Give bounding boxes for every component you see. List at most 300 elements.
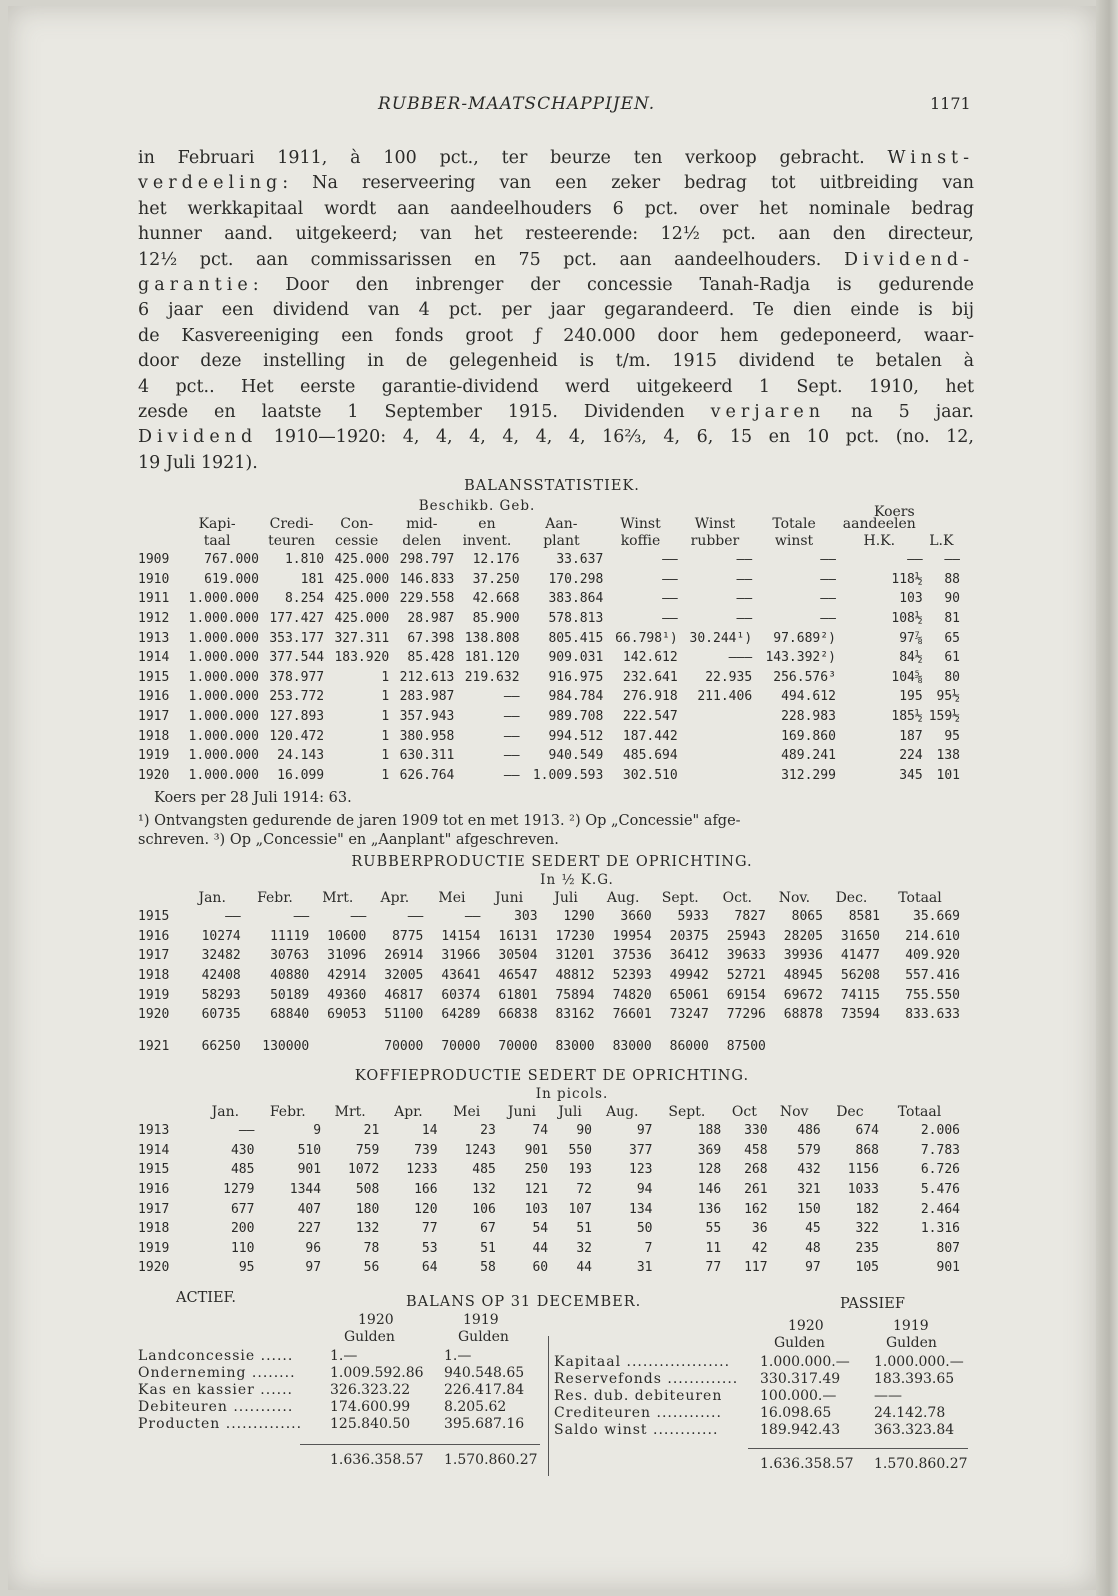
table-cell: 42 — [751, 1240, 768, 1256]
table-cell: 69154 — [726, 987, 766, 1003]
intro-fragment: : Door den inbrenger der concessie Tanah-Radja is gedurende — [252, 274, 974, 295]
column-header: Apr. — [380, 890, 410, 906]
footnote-2: schreven. ³) Op „Concessie" en „Aanplant" afgeschreven. — [138, 832, 559, 848]
table-cell: 21 — [363, 1123, 380, 1139]
intro-line — [138, 146, 974, 171]
right-total-1919: 1.570.860.27 — [874, 1456, 968, 1472]
table-cell: 1033 — [847, 1182, 879, 1198]
table-row — [138, 985, 960, 1005]
table-cell: 486 — [797, 1123, 821, 1139]
table-cell: 36 — [751, 1221, 768, 1237]
table-cell: 14154 — [441, 928, 481, 944]
table-cell: 90 — [944, 591, 960, 607]
row-year: 1916 — [138, 1182, 170, 1198]
table-cell: —— — [662, 571, 678, 587]
table-cell: 42408 — [201, 968, 241, 984]
intro-fragment: Dividend- — [843, 249, 974, 270]
table-row — [138, 1160, 960, 1180]
table-row — [138, 1239, 960, 1259]
table-cell: 8775 — [392, 928, 424, 944]
intro-line — [138, 248, 974, 273]
intro-fragment: : Na reserveering van een zeker bedrag tot uitbreiding van — [282, 173, 974, 194]
table-cell: 106 — [472, 1201, 496, 1217]
table-cell: 97 — [305, 1260, 322, 1276]
koffie-unit: In picols. — [535, 1086, 609, 1102]
table-cell: 2.006 — [920, 1123, 960, 1139]
row-year: 1910 — [138, 571, 170, 587]
table-cell: 66250 — [201, 1038, 241, 1054]
left-col-1920: 1920 — [358, 1312, 394, 1328]
table-cell: —— — [238, 1123, 255, 1139]
table-cell: 77296 — [726, 1007, 766, 1023]
rubber-unit: In ½ K.G. — [540, 872, 614, 888]
table-cell: 120 — [414, 1201, 438, 1217]
table-cell: 146 — [697, 1182, 722, 1198]
table-row — [138, 687, 960, 707]
row-year: 1921 — [138, 1038, 170, 1054]
table-cell: 1.000.000 — [188, 591, 259, 607]
column-header: Winst rubber — [690, 516, 740, 549]
table-cell: 19954 — [612, 928, 652, 944]
balance-value: 1.000.000.— — [874, 1354, 964, 1370]
table-cell: 132 — [472, 1182, 496, 1198]
table-cell: 95 — [944, 728, 960, 744]
balance-value: 326.323.22 — [330, 1382, 411, 1398]
table-cell: 110 — [230, 1240, 255, 1256]
table-cell: 20375 — [669, 928, 709, 944]
table-cell: 1.000.000 — [188, 728, 259, 744]
table-cell: 268 — [744, 1162, 768, 1178]
column-header: Totaal — [898, 890, 942, 906]
column-header: Kapi- taal — [198, 516, 236, 549]
row-year: 1915 — [138, 669, 170, 685]
table-cell: 31650 — [840, 928, 881, 944]
table-cell: 170.298 — [548, 571, 604, 587]
table-cell: 127.893 — [269, 709, 325, 725]
balance-value: 183.393.65 — [874, 1371, 955, 1387]
table-cell: 67 — [480, 1221, 496, 1237]
table-cell: 1.000.000 — [188, 611, 259, 627]
table-cell: 984.784 — [548, 689, 604, 705]
balance-label: Res. dub. debiteuren — [554, 1388, 723, 1404]
table-cell: 52721 — [726, 968, 766, 984]
row-year: 1909 — [138, 552, 170, 568]
intro-line — [138, 171, 974, 196]
table-cell: 425.000 — [334, 552, 390, 568]
table-cell: 425.000 — [334, 611, 390, 627]
table-cell: 7 — [644, 1240, 653, 1256]
intro-fragment: 6 jaar een dividend van 4 pct. per jaar gegarandeerd. Te dien einde is bij — [138, 300, 974, 321]
intro-fragment: zesde en laatste 1 September 1915. Dividenden — [138, 401, 711, 422]
right-total-rule — [748, 1448, 968, 1449]
table-cell: 432 — [797, 1162, 821, 1178]
table-cell: 508 — [355, 1182, 380, 1198]
table-cell: 425.000 — [334, 571, 390, 587]
table-cell: 48945 — [783, 968, 823, 984]
table-cell: 677 — [230, 1201, 255, 1217]
table-cell: 48812 — [555, 968, 595, 984]
table-cell: 1 — [381, 767, 390, 783]
table-row — [138, 1121, 960, 1141]
passief-label: PASSIEF — [840, 1296, 905, 1312]
table-cell: —— — [662, 552, 678, 568]
table-row — [138, 1005, 960, 1025]
intro-line — [138, 222, 974, 247]
column-header: L.K — [929, 533, 954, 549]
balance-label: Landconcessie ...... — [138, 1348, 294, 1364]
intro-paragraph — [138, 146, 974, 476]
table-cell: 378.977 — [269, 669, 325, 685]
table-cell: 9 — [313, 1123, 322, 1139]
table-cell: 377.544 — [269, 650, 325, 666]
balance-value: 125.840.50 — [330, 1416, 411, 1432]
balance-label: Kapitaal ................... — [554, 1354, 731, 1370]
table-cell: 3660 — [620, 909, 652, 925]
row-year: 1914 — [138, 1142, 170, 1158]
intro-line — [138, 375, 974, 400]
table-cell: 31201 — [555, 948, 595, 964]
page-edge — [1096, 0, 1118, 1596]
column-header: mid- delen — [402, 516, 442, 549]
table-cell: 322 — [855, 1221, 879, 1237]
table-cell: 193 — [568, 1162, 592, 1178]
table-cell: 182 — [855, 1201, 879, 1217]
table-cell: 56 — [363, 1260, 380, 1276]
table-cell: 97 — [805, 1260, 821, 1276]
table-cell: 49942 — [669, 968, 709, 984]
table-cell: 940.549 — [548, 748, 604, 764]
intro-line — [138, 425, 974, 450]
intro-fragment: in Februari 1911, à 100 pct., ter beurze ten verkoop gebracht. — [138, 148, 888, 168]
table-cell: 1.000.000 — [188, 709, 259, 725]
row-year: 1920 — [138, 1007, 170, 1023]
table-cell — [823, 1037, 880, 1057]
rubber-table — [138, 890, 960, 1056]
table-cell: 84½ — [899, 650, 923, 666]
table-cell: 1 — [381, 748, 390, 764]
table-cell: 1.009.593 — [532, 767, 604, 783]
table-cell: 52393 — [612, 968, 652, 984]
table-cell: 510 — [297, 1142, 322, 1158]
table-row — [138, 1258, 960, 1278]
table-cell: 5933 — [677, 909, 709, 925]
table-cell: 60374 — [441, 987, 481, 1003]
table-cell: 58 — [480, 1260, 496, 1276]
table-cell: 916.975 — [548, 669, 604, 685]
table-cell: 73594 — [840, 1007, 881, 1023]
table-cell: 80 — [944, 669, 960, 685]
table-cell: 1.000.000 — [188, 748, 259, 764]
column-header: Dec. — [835, 890, 868, 906]
table-cell: 50 — [636, 1221, 653, 1237]
table-cell: 67.398 — [407, 630, 455, 646]
table-cell: 1.000.000 — [188, 669, 259, 685]
table-header-row — [138, 516, 960, 550]
table-cell — [678, 726, 752, 746]
table-cell: 430 — [230, 1142, 255, 1158]
table-cell: —— — [464, 909, 481, 925]
table-cell: 989.708 — [548, 709, 604, 725]
column-header: Credi- teuren — [268, 516, 315, 549]
intro-fragment: 12½ pct. aan commissarissen en 75 pct. aan aandeelhouders. — [138, 249, 844, 270]
column-header: Jan. — [211, 1104, 240, 1120]
column-header — [138, 890, 184, 907]
table-cell: 143.392²) — [765, 650, 836, 666]
table-cell: 138 — [936, 748, 960, 764]
row-year: 1911 — [138, 591, 170, 607]
table-cell: —— — [503, 689, 520, 705]
row-year: 1918 — [138, 1221, 170, 1237]
table-cell: 805.415 — [548, 630, 604, 646]
table-cell: 51 — [480, 1240, 496, 1256]
table-cell: 619.000 — [204, 571, 259, 587]
table-row — [138, 946, 960, 966]
table-row — [138, 628, 960, 648]
row-year: 1913 — [138, 1123, 170, 1139]
table-cell: 630.311 — [399, 748, 455, 764]
table-cell: 136 — [697, 1201, 722, 1217]
table-cell: 121 — [524, 1182, 549, 1198]
table-cell: 222.547 — [622, 709, 678, 725]
table-cell: 103 — [524, 1201, 549, 1217]
table-cell: 83000 — [555, 1038, 595, 1054]
table-cell: 77 — [421, 1221, 438, 1237]
table-cell: 49360 — [327, 987, 367, 1003]
table-cell: 232.641 — [622, 669, 678, 685]
table-cell: 261 — [744, 1182, 768, 1198]
row-year: 1920 — [138, 767, 170, 783]
table-cell: 578.813 — [548, 611, 604, 627]
left-unit-1919: Gulden — [458, 1329, 509, 1345]
table-cell: 345 — [899, 767, 923, 783]
balance-value: 189.942.43 — [760, 1422, 841, 1438]
table-cell: 66838 — [498, 1007, 538, 1023]
table-cell: —— — [820, 552, 836, 568]
table-header-row — [138, 1104, 960, 1121]
table-row — [138, 1180, 960, 1200]
page-header-title: RUBBER-MAATSCHAPPIJEN. — [378, 94, 656, 114]
table-cell: 46547 — [498, 968, 538, 984]
intro-line — [138, 349, 974, 374]
table-cell: 53 — [421, 1240, 438, 1256]
table-cell: 142.612 — [622, 650, 678, 666]
table-cell: 909.031 — [548, 650, 604, 666]
table-cell: 195 — [899, 689, 923, 705]
balance-divider — [548, 1336, 549, 1476]
balance-value: 1.— — [330, 1348, 358, 1364]
balance-label: Onderneming ........ — [138, 1365, 296, 1381]
table-cell: 78 — [363, 1240, 380, 1256]
table-cell: 32 — [576, 1240, 592, 1256]
table-row — [138, 609, 960, 629]
table-cell: 1290 — [563, 909, 595, 925]
balance-label: Producten .............. — [138, 1416, 303, 1432]
table-cell: 70000 — [384, 1038, 424, 1054]
intro-fragment: 1910—1920: 4, 4, 4, 4, 4, 4, 16⅔, 4, 6, 15 en 10 pct. (no. 12, — [257, 427, 974, 448]
koers-heading: Koers — [874, 504, 915, 520]
column-header: Oct — [731, 1104, 757, 1120]
column-header: Juli — [554, 890, 578, 906]
table-cell: 25943 — [726, 928, 766, 944]
table-cell: 759 — [355, 1142, 380, 1158]
table-cell: 94 — [636, 1182, 653, 1198]
table-cell: 95 — [238, 1260, 255, 1276]
table-cell: 229.558 — [399, 591, 455, 607]
table-cell: 17230 — [555, 928, 595, 944]
table-cell: 807 — [936, 1240, 960, 1256]
column-header: Juni — [507, 1104, 536, 1120]
right-unit-1919: Gulden — [886, 1335, 937, 1351]
table-cell: 357.943 — [399, 709, 455, 725]
column-header: Sept. — [668, 1104, 706, 1120]
column-header: Aug. — [605, 1104, 639, 1120]
table-cell: 75894 — [555, 987, 595, 1003]
table-cell: 1 — [381, 689, 390, 705]
table-cell: 321 — [797, 1182, 821, 1198]
column-header: Con- cessie — [335, 516, 379, 549]
table-cell: 69053 — [327, 1007, 367, 1023]
table-cell: 177.427 — [269, 611, 325, 627]
table-cell: 901 — [936, 1260, 960, 1276]
table-cell: 64289 — [441, 1007, 481, 1023]
table-cell: 8581 — [848, 909, 881, 925]
table-cell: 187.442 — [622, 728, 678, 744]
column-header: Totaal — [897, 1104, 942, 1120]
table-cell: 68878 — [783, 1007, 823, 1023]
table-cell: 33.637 — [556, 552, 604, 568]
row-year: 1919 — [138, 1240, 170, 1256]
table-row — [138, 707, 960, 727]
table-cell: 97 — [636, 1123, 653, 1139]
column-header: Dec — [836, 1104, 864, 1120]
table-cell: 66.798¹) — [615, 630, 678, 646]
column-header: Juni — [494, 890, 524, 906]
row-year: 1912 — [138, 611, 170, 627]
table-cell: 85.900 — [472, 611, 520, 627]
balans-subheading: Beschikb. Geb. — [418, 498, 536, 514]
table-cell — [678, 746, 752, 766]
table-cell: 868 — [855, 1142, 879, 1158]
table-row — [138, 570, 960, 590]
table-cell: 61801 — [498, 987, 538, 1003]
table-cell: 330 — [744, 1123, 768, 1139]
left-total-1920: 1.636.358.57 — [330, 1452, 424, 1468]
table-cell: 146.833 — [399, 571, 455, 587]
table-cell: 95½ — [936, 689, 960, 705]
table-cell: —— — [503, 709, 520, 725]
table-cell: ——— — [728, 650, 753, 666]
table-cell: 11 — [705, 1240, 722, 1256]
column-header: Winst koffie — [620, 516, 661, 549]
table-cell: 489.241 — [781, 748, 836, 764]
table-cell: 1156 — [847, 1162, 879, 1178]
table-cell: 118½ — [891, 571, 923, 587]
table-cell: 212.613 — [399, 669, 455, 685]
table-cell: 138.808 — [464, 630, 520, 646]
table-cell: 87500 — [726, 1038, 766, 1054]
table-cell: —— — [907, 552, 923, 568]
table-cell: 97⅞ — [899, 630, 923, 646]
table-cell: 253.772 — [269, 689, 325, 705]
balance-value: 1.— — [444, 1348, 472, 1364]
intro-fragment: door deze instelling in de gelegenheid is t/m. 1915 dividend te betalen à — [138, 351, 974, 372]
table-cell: 74 — [532, 1123, 549, 1139]
table-cell: 1.810 — [284, 552, 325, 568]
balance-label: Debiteuren ........... — [138, 1399, 294, 1415]
table-cell: 22.935 — [705, 669, 753, 685]
running-header — [8, 94, 1096, 118]
table-row — [138, 589, 960, 609]
footnote-1: ¹) Ontvangsten gedurende de jaren 1909 tot en met 1913. ²) Op „Concessie" afge- — [138, 813, 741, 829]
table-cell: 73247 — [669, 1007, 709, 1023]
intro-fragment: verdeeling — [138, 173, 283, 194]
intro-line — [138, 197, 974, 222]
table-cell: 256.576³ — [773, 669, 836, 685]
table-cell: 303 — [514, 909, 538, 925]
table-cell: 74820 — [612, 987, 652, 1003]
table-cell: 312.299 — [781, 767, 836, 783]
table-cell: 1 — [381, 709, 390, 725]
table-cell — [766, 1037, 823, 1057]
row-year: 1917 — [138, 1201, 170, 1217]
table-cell: 16.099 — [277, 767, 325, 783]
table-cell: 458 — [744, 1142, 768, 1158]
table-cell: 250 — [524, 1162, 549, 1178]
table-cell: 353.177 — [269, 630, 325, 646]
intro-fragment: 19 Juli 1921). — [138, 452, 258, 473]
table-header-row — [138, 890, 960, 907]
page-number: 1171 — [930, 94, 971, 113]
table-cell: 767.000 — [204, 552, 259, 568]
table-cell: 104⅝ — [891, 669, 923, 685]
table-cell: 36412 — [669, 948, 709, 964]
table-cell: 1243 — [464, 1142, 496, 1158]
table-cell: 31096 — [327, 948, 367, 964]
balance-value: 1.000.000.— — [760, 1354, 850, 1370]
table-cell: —— — [736, 552, 753, 568]
row-year: 1918 — [138, 968, 170, 984]
right-unit-1920: Gulden — [774, 1335, 825, 1351]
table-cell: 10600 — [327, 928, 367, 944]
row-year: 1920 — [138, 1260, 170, 1276]
table-cell: 1.000.000 — [188, 630, 259, 646]
table-cell: 485.694 — [622, 748, 678, 764]
balance-value: 24.142.78 — [874, 1405, 946, 1421]
intro-fragment: Winst- — [887, 148, 974, 168]
row-year: 1918 — [138, 728, 170, 744]
table-cell: 2.464 — [920, 1201, 960, 1217]
table-cell: 32482 — [201, 948, 241, 964]
table-cell: 88 — [944, 571, 960, 587]
table-cell: 69672 — [783, 987, 823, 1003]
table-cell: 85.428 — [407, 650, 455, 666]
table-cell: 235 — [855, 1240, 879, 1256]
table-cell: 30504 — [498, 948, 538, 964]
table-cell: 90 — [576, 1123, 592, 1139]
table-cell: 302.510 — [622, 767, 678, 783]
table-cell: 74115 — [840, 987, 881, 1003]
table-cell: —— — [350, 909, 367, 925]
balans-heading: BALANSSTATISTIEK. — [464, 478, 640, 494]
table-row — [138, 966, 960, 986]
table-cell: 16131 — [498, 928, 538, 944]
table-cell: 626.764 — [399, 767, 455, 783]
table-cell: 1.000.000 — [188, 767, 259, 783]
table-cell: 214.610 — [905, 928, 960, 944]
column-header: Sept. — [661, 890, 699, 906]
table-cell: 37.250 — [472, 571, 520, 587]
koers-note: Koers per 28 Juli 1914: 63. — [154, 790, 352, 806]
